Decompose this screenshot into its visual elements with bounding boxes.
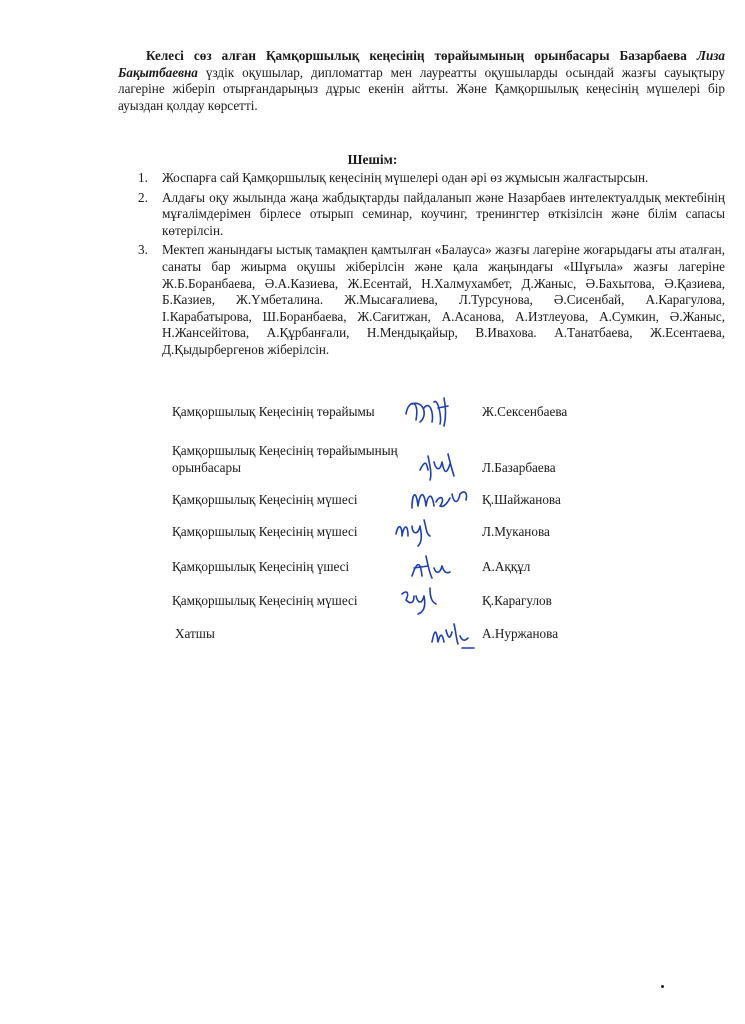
signature-name: Қ.Карагулов (482, 593, 552, 608)
intro-rest: үздік оқушылар, дипломаттар мен лауреатты оқушыларды осындай жазғы сауықтыру лагеріне жіберіп отырғандарыңыз дұрыс екенін айтты. Және Қамқоршылық кеңесінің мүшелері бір ауыздан қолдау көрсетті. (118, 64, 725, 113)
signature-name: А.Нуржанова (482, 626, 559, 641)
handwritten-signature-7 (426, 618, 478, 654)
signature-role: Хатшы (175, 626, 215, 641)
signature-name: Қ.Шайжанова (482, 492, 561, 507)
handwritten-signature-3 (406, 480, 474, 516)
handwritten-signature-2 (416, 448, 466, 482)
signature-name: Л.Муканова (482, 524, 550, 539)
decision-item-number: 2. (138, 189, 148, 205)
scan-speck (661, 985, 664, 988)
signature-role: Қамқоршылық Кеңесінің мүшесі (172, 593, 358, 608)
signature-role: Қамқоршылық Кеңесінің мүшесі (172, 492, 358, 507)
handwritten-signature-5 (404, 550, 454, 584)
signature-role: Қамқоршылық Кеңесінің үшесі (172, 559, 350, 574)
decision-item-text: Алдағы оқу жылында жаңа жабдықтарды пайдаланып және Назарбаев интелектуалдық мектебінің мұғалімдерімен бірлесе отырып семинар, коучинг, тренингтер өткізілсін және білім сапасы көтерілсін. (162, 189, 725, 238)
handwritten-signature-4 (390, 512, 440, 550)
signature-name: А.Аққұл (482, 559, 531, 574)
signature-role: Қамқоршылық Кеңесінің төрайымының орынбасары (172, 443, 398, 475)
decision-item-number: 1. (138, 170, 148, 185)
handwritten-signature-6 (396, 582, 446, 618)
intro-speaker-name: Лиза Бақытбаевна (118, 48, 726, 80)
decision-item-number: 3. (138, 242, 148, 258)
decision-item-text: Жоспарға сай Қамқоршылық кеңесінің мүшелері одан әрі өз жұмысын жалғастырсын. (162, 170, 649, 185)
signature-role: Қамқоршылық Кеңесінің мүшесі (172, 524, 358, 539)
decision-heading: Шешім: (347, 152, 398, 167)
intro-lead: Келесі сөз алған Қамқоршылық кеңесінің төрайымының орынбасары Базарбаева (146, 48, 687, 63)
signature-role: Қамқоршылық Кеңесінің төрайымы (172, 404, 375, 419)
decision-item-text: Мектеп жанындағы ыстық тамақпен қамтылған «Балауса» жазғы лагеріне жоғарыдағы аты аталған, санаты бар жиырма оқушы жіберілсін және қала жаңындағы «Шұғыла» жазғы лагеріне Ж.Б.Боранбаева, Ә.А.Казиева, Ж.Есентай, Н.Халмухамбет, Д.Жаныс, Ә.Бахытова, Ә.Қазиева, Б.Казиев, Ж.Үмбеталина. Ж.Мысағалиева, Л.Турсунова, Ә.Сисенбай, А.Карагулова, І.Карабатырова, Ш.Боранбаева, Ж.Сағитжан, А.Асанова, А.Изтлеуова, А.Сумкин, Ә.Жаныс, Н.Жансейітова, А.Құрбанғали, Н.Мендықайыр, В.Ивахова. А.Танатбаева, Ж.Есентаева, Д.Қыдырбергенов жіберілсін. (162, 242, 725, 357)
signature-name: Ж.Сексенбаева (482, 404, 568, 419)
signature-name: Л.Базарбаева (482, 460, 556, 475)
handwritten-signature-1 (398, 394, 462, 428)
